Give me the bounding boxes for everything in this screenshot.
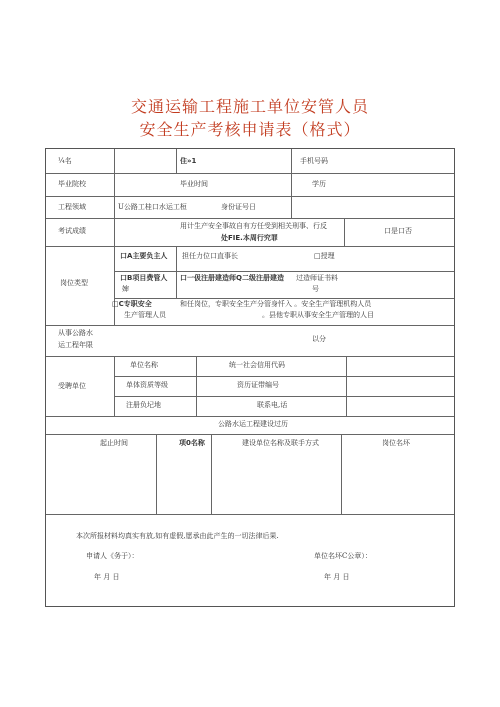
- exam-score-label: 考试成绩: [58, 227, 86, 235]
- col-line: [344, 218, 345, 246]
- option-b-extra-line-2: 号: [312, 285, 319, 293]
- col-line: [176, 246, 177, 298]
- title-line-1: 交通运输工程施工单位安管人员: [130, 97, 369, 116]
- col-line: [156, 434, 157, 514]
- col-line: [196, 356, 197, 416]
- exam-question-line-1: 用计生产安全事故自有方任受到相关刑事、行反: [180, 222, 327, 230]
- col-line: [114, 149, 115, 246]
- row-line: [46, 514, 454, 515]
- column-post: 岗位名坏: [382, 439, 410, 447]
- date-right: 年 月 日: [324, 573, 350, 581]
- option-a-main-leader: 口A主要负主人: [120, 252, 168, 260]
- row-line: [46, 356, 454, 357]
- col-line: [346, 356, 347, 416]
- gender-label: 住»1: [180, 157, 197, 165]
- option-b-description: 口一伋注册建造师Q二级注册建造: [180, 274, 284, 282]
- col-line: [114, 246, 115, 325]
- col-line: [176, 149, 177, 173]
- row-line: [114, 271, 454, 272]
- contact-phone-label: 联系电,话: [257, 401, 288, 409]
- years-unit: 以分: [312, 335, 326, 343]
- engineering-field-options: U公路工桂口水运工桓: [118, 203, 187, 211]
- education-label: 学历: [312, 180, 326, 188]
- graduation-time-label: 毕业时间: [180, 180, 208, 188]
- qualification-cert-label: 资历证带编号: [237, 381, 279, 389]
- row-line: [46, 325, 454, 326]
- col-line: [211, 434, 212, 514]
- unit-seal-label: 单位名坏C公章）：: [314, 552, 372, 560]
- row-line: [46, 434, 454, 435]
- column-project: 项0名称: [179, 439, 205, 447]
- unit-name-label: 单位名称: [130, 361, 158, 369]
- option-a-extra: □授理: [314, 252, 335, 260]
- column-time: 起止时间: [100, 439, 128, 447]
- school-label: 毕业院校: [58, 180, 86, 188]
- row-line: [46, 246, 454, 247]
- applicant-signature-label: 申请人《务于）：: [86, 552, 139, 560]
- years-label-line-2: 运工程年限: [58, 341, 93, 349]
- row-line: [114, 376, 454, 377]
- row-line: [114, 298, 454, 299]
- exam-yes-no-options: 口是口否: [384, 227, 412, 235]
- id-number-label: 身份证号日: [221, 203, 256, 211]
- credit-code-label: 统一社会信用代码: [229, 361, 285, 369]
- experience-title: 公路水运工程建设过历: [218, 420, 288, 428]
- employer-label: 受聘单位: [58, 382, 86, 390]
- option-b-extra-line-1: 过造师证书料: [296, 274, 338, 282]
- option-c-description-1: 和任岗位，专职安全生产分管身忏入 。安全生产管理机构人员: [180, 300, 372, 308]
- exam-question-line-2: 处FIE.本周行究罪: [221, 234, 278, 242]
- option-b-line-2: 婶: [122, 285, 129, 293]
- option-c-line-2: 生产管理人员: [124, 311, 166, 319]
- row-line: [46, 173, 454, 174]
- col-line: [291, 149, 292, 218]
- row-line: [114, 396, 454, 397]
- phone-label: 手机号码: [300, 157, 328, 165]
- name-label: ¼名: [58, 157, 72, 165]
- application-form: [45, 148, 455, 607]
- col-line: [114, 356, 115, 416]
- qualification-level-label: 单体资质等级: [126, 381, 168, 389]
- row-line: [46, 218, 454, 219]
- date-left: 年 月 日: [94, 573, 120, 581]
- option-b-line-1: 口B项目费管人: [120, 274, 168, 282]
- declaration-text: 本次所报材料均真实有放,如有虚假,愿承由此产生的一切法律后果.: [76, 532, 279, 540]
- column-builder: 建设单位名称及联手方式: [242, 439, 319, 447]
- years-label-line-1: 从事公路水: [58, 329, 93, 337]
- engineering-field-label: 工程领域: [58, 203, 86, 211]
- title-line-2: 安全生产考核申请表（格式）: [139, 120, 361, 139]
- row-line: [46, 416, 454, 417]
- post-type-label: 岗位类型: [60, 279, 88, 287]
- registered-address-label: 注册负圮地: [126, 401, 161, 409]
- row-line: [46, 196, 454, 197]
- option-c-description-2: 。县他专职从事安全生产管理的人目: [262, 311, 374, 319]
- col-line: [341, 434, 342, 514]
- option-c-line-1: □C专职安全: [112, 300, 152, 308]
- option-a-description: 担任力位口直事长: [182, 252, 238, 260]
